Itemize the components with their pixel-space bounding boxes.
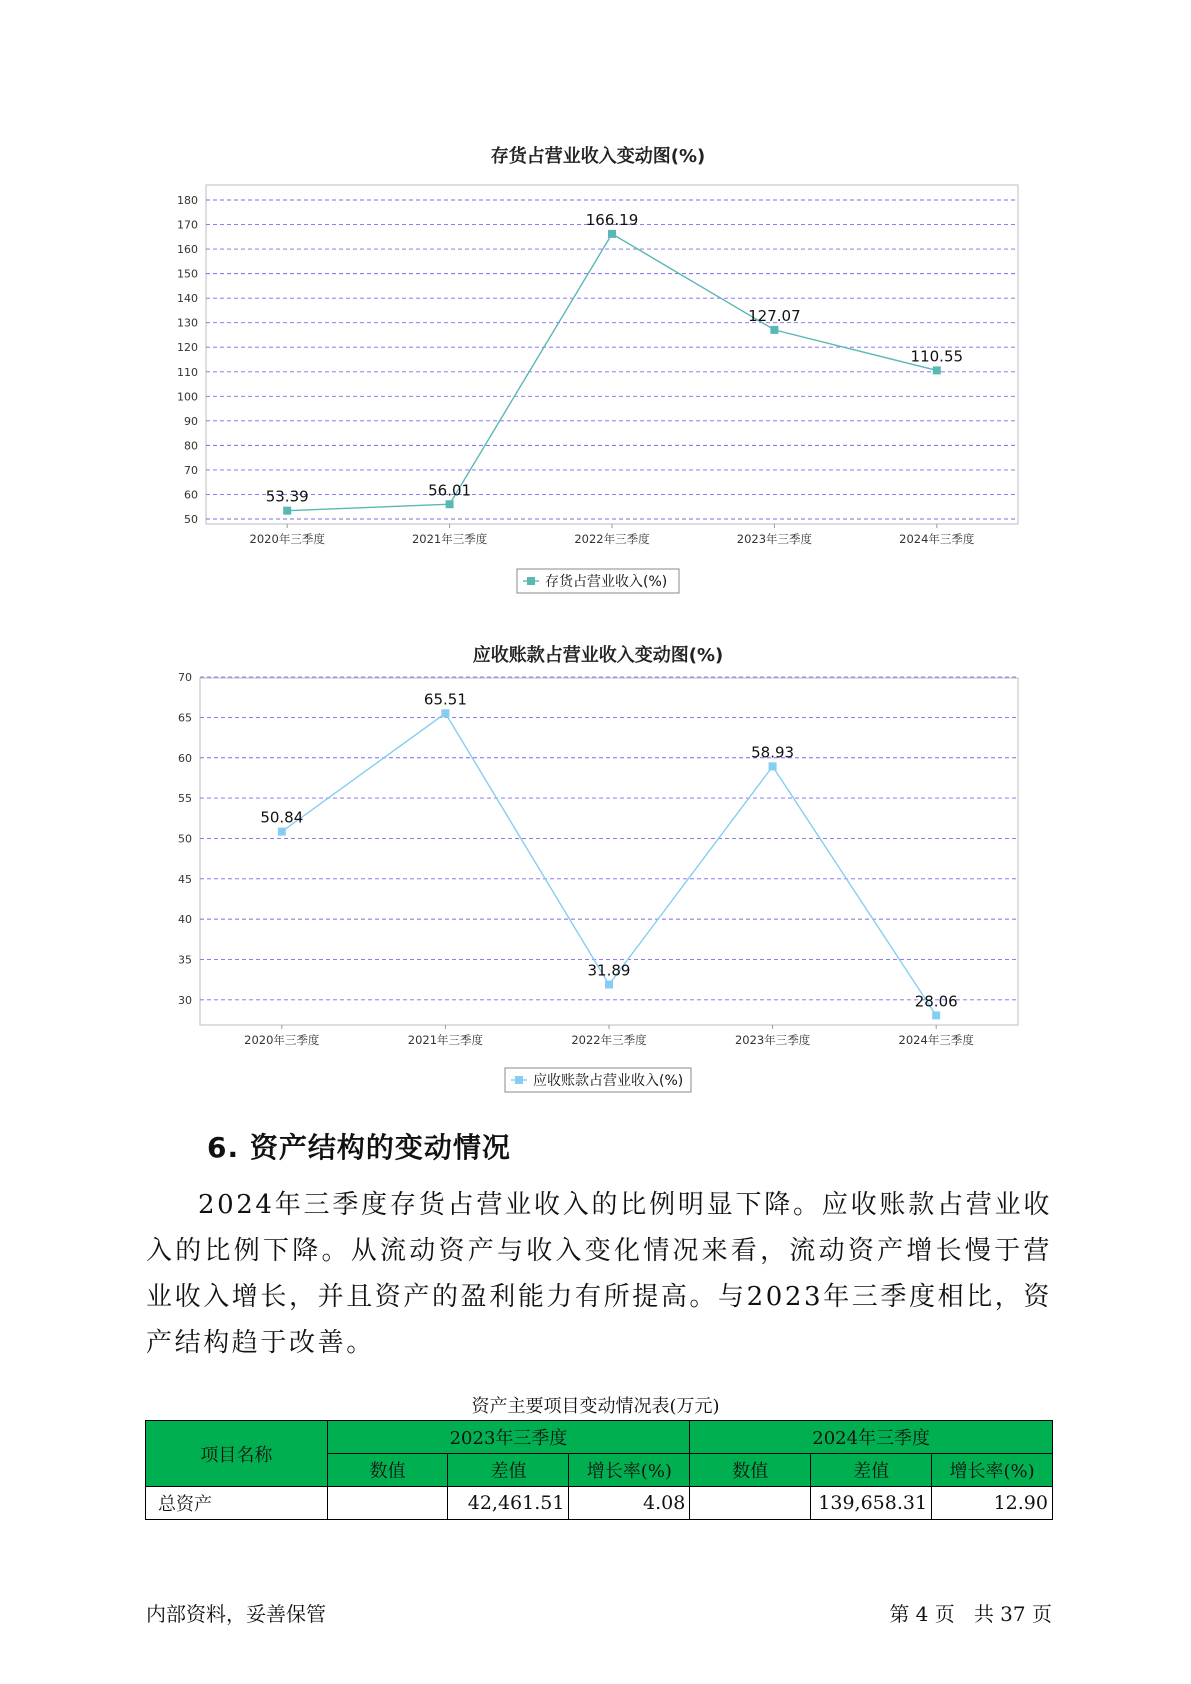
y-tick-label: 55 [178,792,192,806]
chart-title: 应收账款占营业收入变动图(%) [472,645,724,666]
y-tick-label: 80 [184,439,198,453]
y-tick-label: 70 [178,671,192,685]
y-tick-label: 120 [177,341,198,355]
legend-swatch [527,577,535,585]
x-tick-label: 2021年三季度 [411,532,488,546]
y-tick-label: 30 [178,993,192,1007]
data-label: 28.06 [914,992,958,1011]
y-tick-label: 60 [184,488,198,502]
y-tick-label: 180 [177,194,198,207]
data-label: 110.55 [910,347,964,366]
x-tick-label: 2023年三季度 [734,1033,811,1047]
y-tick-label: 110 [177,365,198,379]
y-tick-label: 130 [177,316,198,330]
y-tick-label: 100 [177,390,198,404]
x-tick-label: 2022年三季度 [571,1033,647,1047]
y-tick-label: 70 [184,463,198,477]
legend-swatch [515,1076,523,1084]
x-tick-label: 2024年三季度 [899,532,975,546]
data-label: 166.19 [585,210,639,229]
data-label: 56.01 [428,481,472,500]
section-heading: 6. 资产结构的变动情况 [207,1131,511,1164]
y-tick-label: 50 [178,832,192,846]
data-point [605,981,613,989]
x-tick-label: 2024年三季度 [898,1033,974,1047]
header-growth: 增长率(%) [569,1454,690,1487]
x-tick-label: 2020年三季度 [249,532,325,546]
growth-2024: 12.90 [932,1487,1053,1520]
header-value: 数值 [327,1454,448,1487]
y-tick-label: 160 [177,243,198,257]
data-label: 50.84 [260,808,304,827]
value-2024 [690,1487,811,1520]
data-point [933,366,941,374]
x-tick-label: 2023年三季度 [736,532,813,546]
y-tick-label: 65 [178,711,192,725]
header-value: 数值 [690,1454,811,1487]
y-tick-label: 35 [178,953,192,967]
y-tick-label: 40 [178,913,192,927]
y-tick-label: 50 [184,513,198,526]
y-tick-label: 150 [177,267,198,281]
diff-2023: 42,461.51 [448,1487,569,1520]
legend-label: 存货占营业收入(%) [545,574,668,590]
data-label: 127.07 [748,306,801,325]
inventory-ratio-chart [0,130,1191,600]
table-row [146,1487,1053,1520]
growth-2023: 4.08 [569,1487,690,1520]
header-item-name: 项目名称 [146,1421,328,1487]
data-point [283,507,291,515]
header-diff: 差值 [811,1454,932,1487]
data-point [769,762,777,770]
diff-2024: 139,658.31 [811,1487,932,1520]
header-growth: 增长率(%) [932,1454,1053,1487]
asset-changes-table [145,1420,1053,1520]
x-tick-label: 2022年三季度 [574,532,650,546]
row-name: 总资产 [146,1487,328,1520]
body-paragraph: 2024年三季度存货占营业收入的比例明显下降。应收账款占营业收入的比例下降。从流动资产与收入变化情况来看，流动资产增长慢于营业收入增长，并且资产的盈利能力有所提高。与2023年三季度相比，资产结构趋于改善。 [146,1190,1052,1358]
x-tick-label: 2021年三季度 [407,1033,484,1047]
legend-label: 应收账款占营业收入(%) [533,1073,684,1089]
header-period-2024: 2024年三季度 [690,1421,1053,1454]
data-label: 53.39 [265,487,309,506]
data-point [932,1011,940,1019]
data-point [441,709,449,717]
x-tick-label: 2020年三季度 [244,1033,320,1047]
data-label: 31.89 [587,961,631,980]
y-tick-label: 140 [177,292,198,306]
receivables-ratio-chart [0,630,1191,1100]
data-label: 65.51 [423,690,467,709]
data-point [446,500,454,508]
footer-page-number: 第 4 页 共 37 页 [889,1602,1052,1626]
header-period-2023: 2023年三季度 [327,1421,690,1454]
data-point [770,326,778,334]
header-diff: 差值 [448,1454,569,1487]
y-tick-label: 60 [178,751,192,765]
footer-confidential: 内部资料，妥善保管 [146,1602,326,1626]
data-point [608,230,616,238]
chart-title: 存货占营业收入变动图(%) [490,146,706,167]
y-tick-label: 90 [184,414,198,428]
data-label: 58.93 [751,743,795,762]
y-tick-label: 45 [178,872,192,886]
table-caption: 资产主要项目变动情况表(万元) [471,1396,720,1417]
data-point [278,828,286,836]
y-tick-label: 170 [177,218,198,232]
value-2023 [327,1487,448,1520]
